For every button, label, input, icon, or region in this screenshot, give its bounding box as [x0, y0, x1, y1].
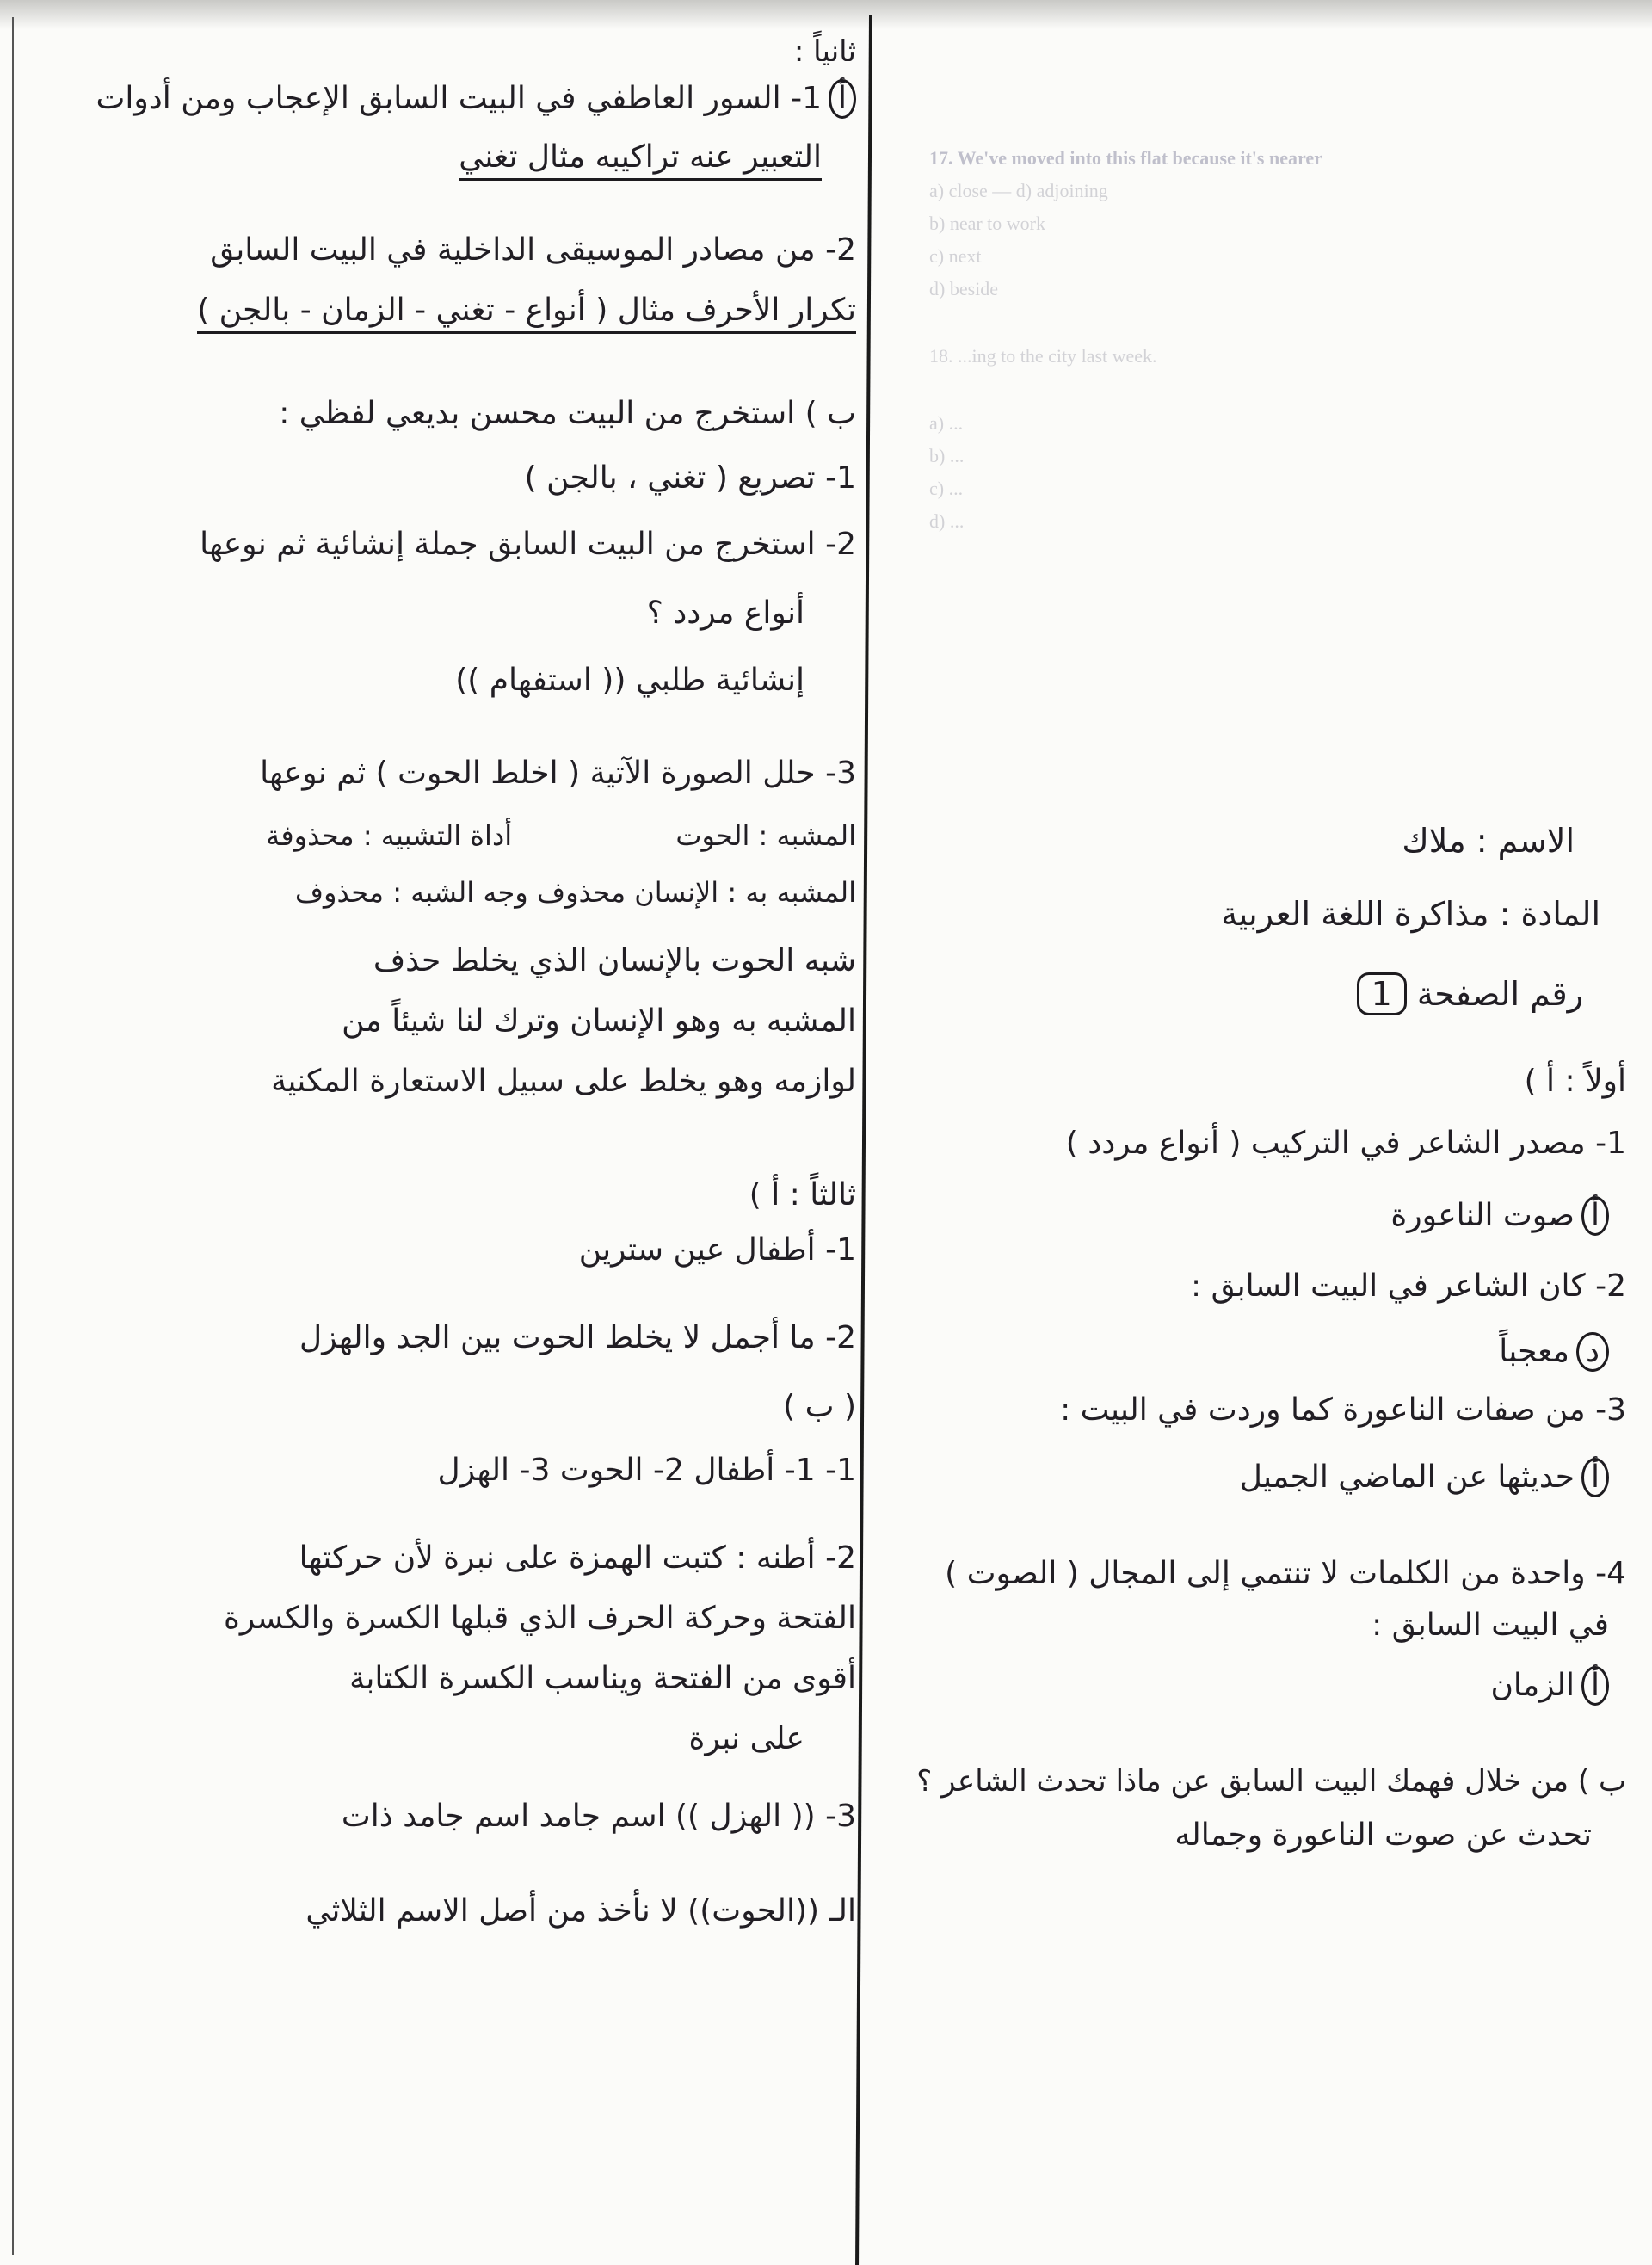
subject-line: المادة : مذاكرة اللغة العربية: [1221, 895, 1600, 933]
answer-line: 3- (( الهزل )) اسم جامد اسم جامد ذات: [341, 1799, 856, 1834]
answer-line: لوازمه وهو يخلط على سبيل الاستعارة المكنية: [271, 1064, 856, 1099]
page-left-edge: [12, 17, 14, 2255]
choice-circle: د: [1576, 1332, 1609, 1372]
question-line: في البيت السابق :: [1372, 1608, 1609, 1643]
choice-circle: أ: [829, 79, 856, 119]
choice-text: الزمان: [1490, 1668, 1575, 1703]
question-line: 2- كان الشاعر في البيت السابق :: [1191, 1268, 1626, 1304]
answer-line: 3- حلل الصورة الآتية ( اخلط الحوت ) ثم نوعها: [260, 756, 856, 791]
right-answer-column: [886, 0, 1626, 2255]
ghost-line: a) ...: [929, 412, 964, 434]
section-heading: ثالثاً : أ ): [749, 1177, 856, 1213]
answer-line: أقوى من الفتحة ويناسب الكسرة الكتابة: [349, 1661, 856, 1696]
left-answer-column: [17, 0, 856, 2255]
answer-line: شبه الحوت بالإنسان الذي يخلط حذف: [373, 943, 856, 978]
choice-circle: أ: [1581, 1666, 1609, 1706]
question-line: ب ) من خلال فهمك البيت السابق عن ماذا تحدث الشاعر ؟: [916, 1764, 1626, 1799]
answer-choice: [1499, 1332, 1609, 1372]
choice-text: صوت الناعورة: [1390, 1198, 1575, 1233]
answer-line: التعبير عنه تراكيبه مثال تغني: [459, 139, 822, 181]
answer-choice: [1490, 1666, 1609, 1706]
section-heading: أولاً : أ ): [1524, 1064, 1626, 1099]
answer-text: المشبه : الحوت: [675, 819, 856, 852]
student-name: الاسم : ملاك: [1402, 822, 1575, 860]
choice-text: حديثها عن الماضي الجميل: [1239, 1460, 1575, 1495]
answer-line: 1- 1- أطفال 2- الحوت 3- الهزل: [437, 1453, 856, 1488]
page-number-line: [1357, 972, 1583, 1015]
answer-line: أنواع مردد ؟: [646, 596, 804, 631]
ghost-line: d) beside: [929, 278, 999, 299]
answer-line: [266, 819, 856, 852]
column-divider: [855, 15, 872, 2265]
section-heading: ثانياً :: [793, 34, 856, 69]
answer-line: الـ ((الحوت)) لا نأخذ من أصل الاسم الثلاثي: [305, 1893, 856, 1929]
answer-line: [96, 79, 856, 119]
question-line: 1- مصدر الشاعر في التركيب ( أنواع مردد ): [1065, 1126, 1626, 1161]
answer-line: المشبه به : الإنسان محذوف وجه الشبه : محذوف: [294, 876, 856, 909]
answer-text: أداة التشبيه : محذوفة: [266, 819, 513, 852]
answer-line: 2- من مصادر الموسيقى الداخلية في البيت السابق: [210, 232, 856, 268]
ghost-line: b) near to work: [929, 213, 1046, 234]
ghost-line: d) ...: [929, 510, 965, 532]
answer-line: 2- ما أجمل لا يخلط الحوت بين الجد والهزل: [299, 1320, 856, 1355]
subsection-heading: ب ) استخرج من البيت محسن بديعي لفظي :: [279, 396, 856, 431]
subsection-heading: ( ب ): [783, 1389, 856, 1424]
ghost-line: a) close — d) adjoining: [929, 180, 1108, 201]
answer-line: تحدث عن صوت الناعورة وجماله: [1174, 1818, 1592, 1853]
answer-line: 1- تصريع ( تغني ، بالجن ): [524, 460, 856, 496]
answer-line: 2- أطنه : كتبت الهمزة على نبرة لأن حركتها: [299, 1540, 856, 1576]
page-label: رقم الصفحة: [1416, 975, 1583, 1013]
page-number-box: 1: [1357, 972, 1407, 1015]
answer-choice: [1240, 1458, 1609, 1497]
ghost-line: c) ...: [929, 478, 964, 499]
choice-text: معجباً: [1499, 1334, 1569, 1369]
ghost-line: b) ...: [929, 445, 965, 466]
answer-text: 1- السور العاطفي في البيت السابق الإعجاب ومن أدوات: [96, 81, 822, 116]
ghost-line: 18. ...ing to the city last week.: [929, 345, 1157, 367]
answer-line: المشبه به وهو الإنسان وترك لنا شيئاً من: [342, 1003, 856, 1039]
answer-line: إنشائية طلبي (( استفهام )): [455, 663, 804, 698]
answer-choice: [1390, 1196, 1609, 1236]
question-line: 3- من صفات الناعورة كما وردت في البيت :: [1060, 1392, 1626, 1428]
answer-line: 1- أطفال عين سترين: [578, 1232, 856, 1268]
choice-circle: أ: [1581, 1196, 1609, 1236]
ghost-line: 17. We've moved into this flat because it's nearer: [929, 147, 1322, 169]
answer-line: على نبرة: [688, 1721, 804, 1756]
answer-line: تكرار الأحرف مثال ( أنواع - تغني - الزمان - بالجن ): [197, 293, 856, 334]
ghost-line: c) next: [929, 245, 982, 267]
answer-line: الفتحة وحركة الحرف الذي قبلها الكسرة والكسرة: [224, 1601, 856, 1636]
question-line: 4- واحدة من الكلمات لا تنتمي إلى المجال ( الصوت ): [945, 1556, 1626, 1591]
choice-circle: أ: [1581, 1458, 1609, 1497]
answer-line: 2- استخرج من البيت السابق جملة إنشائية ثم نوعها: [200, 527, 856, 562]
